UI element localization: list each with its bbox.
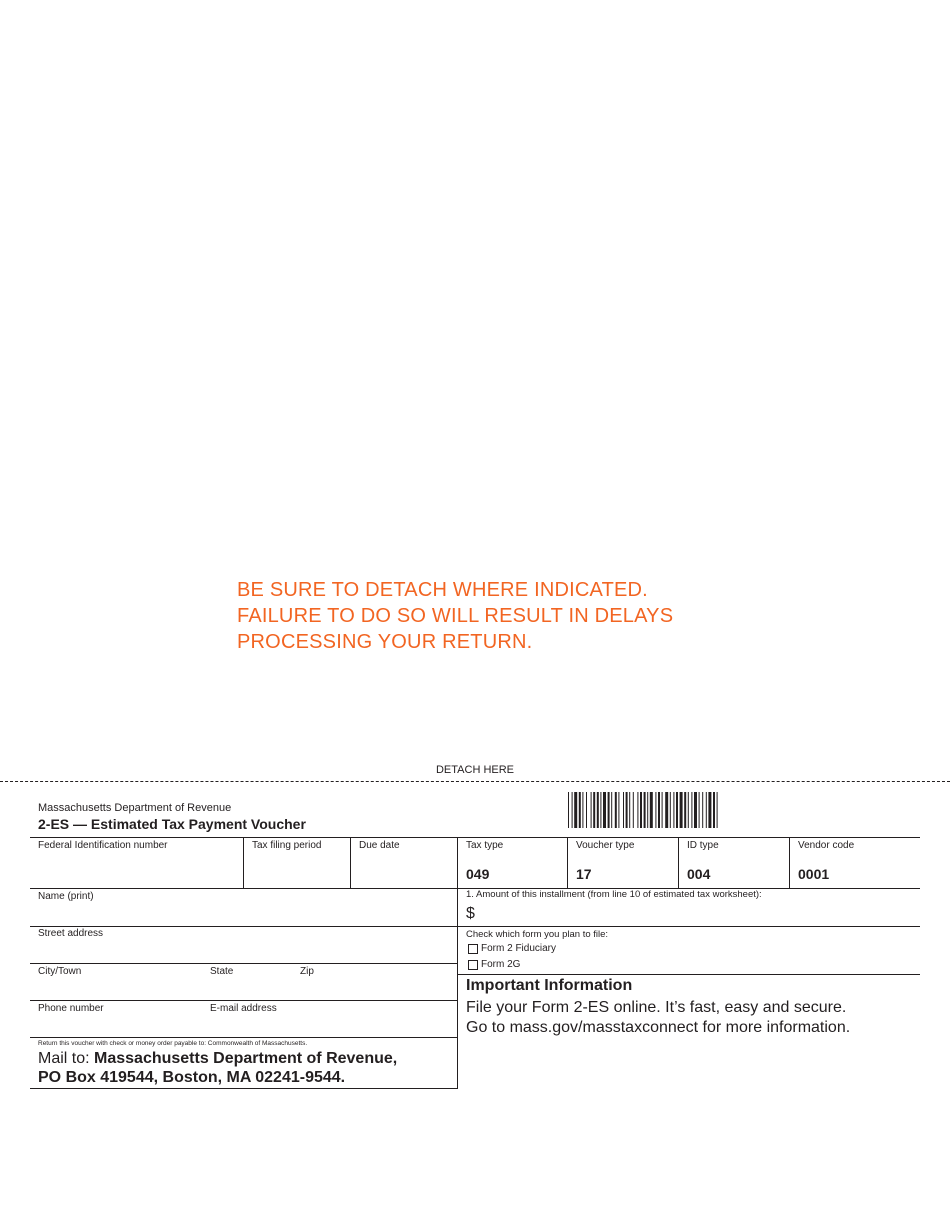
barcode-bar [626, 792, 628, 828]
detach-here-label: DETACH HERE [435, 764, 515, 776]
barcode-bar [629, 792, 630, 828]
email-label: E-mail address [210, 1003, 277, 1014]
barcode-bar [618, 792, 619, 828]
barcode-bar [708, 792, 711, 828]
amount-label: 1. Amount of this installment (from line 10 of estimated tax worksheet): [466, 889, 762, 900]
barcode-bar [597, 792, 599, 828]
barcode-bar [688, 792, 689, 828]
grid-vline-5 [789, 837, 790, 888]
due-date-label: Due date [359, 840, 400, 851]
name-label: Name (print) [38, 891, 94, 902]
barcode-bar [717, 792, 718, 828]
mail-address-line-2: PO Box 419544, Boston, MA 02241-9544. [38, 1069, 346, 1086]
barcode-bar [582, 792, 583, 828]
warning-line-1: BE SURE TO DETACH WHERE INDICATED. [237, 579, 648, 601]
barcode-bar [633, 792, 634, 828]
barcode-bar [655, 792, 656, 828]
mail-to-prefix: Mail to: [38, 1050, 95, 1067]
barcode-bar [608, 792, 610, 828]
voucher-type-value: 17 [576, 866, 592, 882]
detach-warning [237, 577, 837, 655]
barcode-bar [680, 792, 683, 828]
form-2g-label: Form 2G [481, 959, 521, 970]
id-type-label: ID type [687, 840, 719, 851]
tax-filing-period-label: Tax filing period [252, 840, 322, 851]
barcode-bar [662, 792, 663, 828]
form-choice-label: Check which form you plan to file: [466, 929, 609, 940]
important-info-line-1: File your Form 2-ES online. It’s fast, easy and secure. [466, 999, 847, 1016]
barcode-bar [586, 792, 587, 828]
barcode-bar [699, 792, 700, 828]
grid-vline-2 [350, 837, 351, 888]
barcode-bar [665, 792, 668, 828]
city-label: City/Town [38, 966, 82, 977]
barcode-bar [615, 792, 617, 828]
grid-line-row3 [30, 963, 457, 964]
barcode-bar [644, 792, 646, 828]
barcode-bar [640, 792, 642, 828]
form-2-fiduciary-option[interactable] [468, 943, 556, 954]
detach-cut-line [0, 781, 950, 782]
form-2g-option[interactable] [468, 959, 520, 970]
barcode-bar [600, 792, 601, 828]
tax-type-label: Tax type [466, 840, 504, 851]
barcode-bar [691, 792, 692, 828]
federal-id-label: Federal Identification number [38, 840, 168, 851]
barcode-bar [572, 792, 573, 828]
barcode-bar [593, 792, 595, 828]
tax-type-value: 049 [466, 866, 490, 882]
grid-line-row4 [30, 1000, 457, 1001]
barcode-bar [623, 792, 624, 828]
barcode-bar [568, 792, 569, 828]
barcode-bar [650, 792, 653, 828]
barcode-bar [702, 792, 703, 828]
important-info-line-2: Go to mass.gov/masstaxconnect for more information. [466, 1019, 851, 1036]
barcode-bar [637, 792, 638, 828]
street-address-label: Street address [38, 928, 104, 939]
barcode-bar [647, 792, 648, 828]
form-2-fiduciary-label: Form 2 Fiduciary [481, 943, 557, 954]
barcode [568, 792, 858, 828]
voucher-title: 2-ES — Estimated Tax Payment Voucher [38, 816, 306, 832]
vendor-code-value: 0001 [798, 866, 830, 882]
barcode-bar [676, 792, 678, 828]
barcode-bar [574, 792, 577, 828]
barcode-bar [611, 792, 612, 828]
grid-vline-4 [678, 837, 679, 888]
grid-line-top [30, 837, 920, 838]
state-label: State [210, 966, 234, 977]
grid-vline-center [457, 837, 458, 1088]
barcode-bar [658, 792, 660, 828]
grid-line-row2 [30, 926, 920, 927]
grid-line-row5 [30, 1037, 457, 1038]
id-type-value: 004 [687, 866, 711, 882]
warning-line-2: FAILURE TO DO SO WILL RESULT IN DELAYS [237, 605, 674, 627]
barcode-bar [591, 792, 592, 828]
zip-label: Zip [300, 966, 314, 977]
barcode-bar [706, 792, 707, 828]
form-2g-checkbox[interactable] [468, 960, 478, 970]
dollar-sign: $ [466, 905, 475, 922]
grid-vline-1 [243, 837, 244, 888]
barcode-bar [603, 792, 606, 828]
warning-line-3: PROCESSING YOUR RETURN. [237, 631, 533, 653]
mailing-address [38, 1049, 397, 1087]
grid-line-bottom [30, 1088, 458, 1089]
mail-address-line-1: Massachusetts Department of Revenue, [94, 1050, 398, 1067]
form-2-fiduciary-checkbox[interactable] [468, 944, 478, 954]
important-info-title: Important Information [466, 977, 633, 994]
barcode-bar [684, 792, 686, 828]
vendor-code-label: Vendor code [798, 840, 855, 851]
voucher-type-label: Voucher type [576, 840, 635, 851]
grid-vline-3 [567, 837, 568, 888]
grid-line-right-row3 [457, 974, 920, 975]
barcode-bar [670, 792, 671, 828]
barcode-bar [713, 792, 715, 828]
barcode-bar [673, 792, 674, 828]
department-name: Massachusetts Department of Revenue [38, 802, 232, 814]
barcode-bar [579, 792, 581, 828]
barcode-bar [694, 792, 697, 828]
return-voucher-note: Return this voucher with check or money order payable to: Commonwealth of Massachusetts. [38, 1040, 308, 1047]
phone-label: Phone number [38, 1003, 104, 1014]
